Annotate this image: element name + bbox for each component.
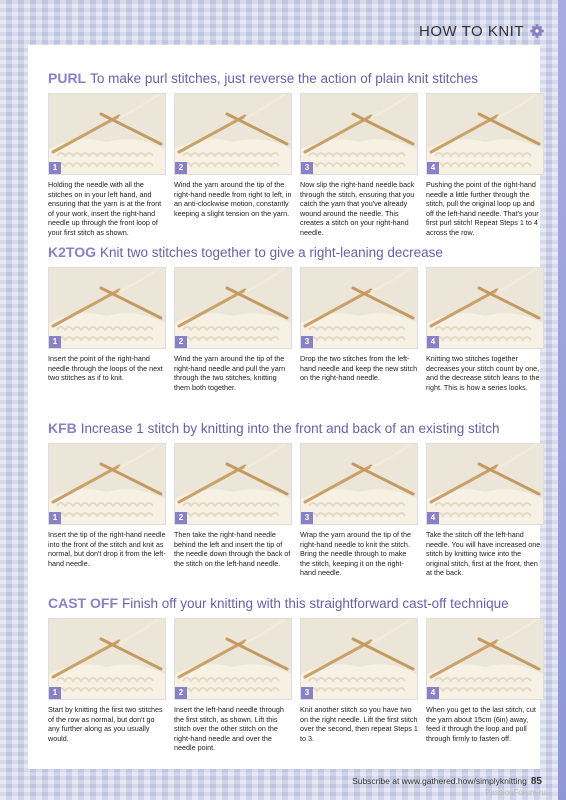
step-number-badge: 2 [175,512,187,524]
step-photo [48,267,166,349]
step-number-badge: 1 [49,336,61,348]
step-caption: Drop the two stitches from the left-hand needle and keep the new stitch on the right-hand needle. [300,354,418,383]
step-photo [426,93,544,175]
knitting-photo-illustration [175,444,291,524]
step [300,443,418,578]
knitting-photo-illustration [175,94,291,174]
step-caption: Wind the yarn around the tip of the right-hand needle from right to left, in an anti-clockwise motion, constantly keeping a slight tension on the yarn. [174,180,292,218]
step-number-badge: 2 [175,162,187,174]
step [48,618,166,753]
section-keyword: KFB [48,420,77,436]
knitting-photo-illustration [301,444,417,524]
step-photo [300,93,418,175]
knitting-photo-illustration [49,268,165,348]
knitting-photo-illustration [49,444,165,524]
knitting-photo-illustration [175,268,291,348]
page-footer [352,776,542,787]
step-photo [48,93,166,175]
step [174,93,292,238]
step-photo [174,267,292,349]
step-caption: Take the stitch off the left-hand needle. You will have increased one stitch by knitting twice into the original stitch, first at the front, then at the back. [426,530,541,578]
step [426,267,544,392]
step-number-badge: 1 [49,162,61,174]
step [174,267,292,392]
technique-section [48,70,539,238]
step-photo [174,443,292,525]
step-number-badge: 4 [427,687,439,699]
step-photo [48,618,166,700]
content-panel [28,45,540,769]
step-photo [300,618,418,700]
step [300,93,418,238]
watermark: PassionForum.ru [485,788,546,797]
step [48,93,166,238]
step-caption: Wrap the yarn around the tip of the right-hand needle to knit the stitch. Bring the needle through to make the stitch, keeping it on the right-hand needle. [300,530,411,578]
step [174,443,292,578]
header-title: HOW TO KNIT [419,22,524,40]
step-number-badge: 4 [427,336,439,348]
technique-section [48,420,541,578]
knitting-photo-illustration [175,619,291,699]
technique-section [48,244,540,392]
technique-section [48,595,536,753]
steps-row [48,93,539,238]
knitting-photo-illustration [427,94,543,174]
step-photo [174,93,292,175]
section-keyword: K2TOG [48,244,96,260]
step-number-badge: 3 [301,162,313,174]
knitting-photo-illustration [427,444,543,524]
section-title [48,420,528,437]
section-keyword: CAST OFF [48,595,118,611]
section-title [48,244,528,261]
step-caption: Knitting two stitches together decreases your stitch count by one, and the decrease stitch leans to the right. This is how a series looks. [426,354,540,392]
step [174,618,292,753]
step-caption: Insert the tip of the right-hand needle into the front of the stitch and knit as normal, but don't drop it from the left-hand needle. [48,530,166,568]
step-caption: Insert the left-hand needle through the first stitch, as shown. Lift this stitch over the other stitch on the right-hand needle and over the needle point. [174,705,284,753]
step-caption: Insert the point of the right-hand needle through the loops of the next two stitches as if to knit. [48,354,163,383]
section-title [48,595,528,612]
knitting-photo-illustration [301,94,417,174]
step-number-badge: 2 [175,336,187,348]
steps-row [48,618,536,753]
step [300,267,418,392]
step [48,443,166,578]
step-number-badge: 4 [427,162,439,174]
knitting-photo-illustration [301,268,417,348]
knitting-photo-illustration [301,619,417,699]
page-edge-strip [558,0,566,800]
page-header [419,20,544,42]
knitting-photo-illustration [427,619,543,699]
step-caption: Knit another stitch so you have two on the right needle. Lift the first stitch over the second, then repeat Steps 1 to 3. [300,705,418,743]
section-description: Knit two stitches together to give a right-leaning decrease [99,245,443,260]
step-caption: Now slip the right-hand needle back through the stitch, ensuring that you catch the yarn that you've already wound around the needle. This creates a stitch on your right-hand needle. [300,180,415,237]
step-number-badge: 3 [301,687,313,699]
step-caption: When you get to the last stitch, cut the yarn about 15cm (6in) away, feed it through the loop and pull through firmly to fasten off. [426,705,536,743]
step-caption: Wind the yarn around the tip of the right-hand needle and pull the yarn through the two stitches, knitting them both together. [174,354,286,392]
flower-icon [530,24,544,38]
step-number-badge: 1 [49,687,61,699]
step [426,443,544,578]
step-photo [426,443,544,525]
step [300,618,418,753]
section-description: To make purl stitches, just reverse the action of plain knit stitches [90,71,479,86]
knitting-photo-illustration [49,94,165,174]
knitting-photo-illustration [427,268,543,348]
step-caption: Then take the right-hand needle behind the left and insert the tip of the needle down through the back of the stitch on the left-hand needle. [174,530,291,568]
step-number-badge: 2 [175,687,187,699]
page-number: 85 [530,776,542,787]
step-number-badge: 1 [49,512,61,524]
step-number-badge: 3 [301,336,313,348]
step-number-badge: 3 [301,512,313,524]
step-caption: Holding the needle with all the stitches on in your left hand, and ensuring that the yarn is at the front of your work, insert the right-hand needle up through the front loop of your first stitch as shown. [48,180,162,237]
steps-row [48,443,541,578]
section-title [48,70,528,87]
step-photo [300,443,418,525]
step-caption: Start by knitting the first two stitches of the row as normal, but don't go any further along as you usually would. [48,705,163,743]
step-number-badge: 4 [427,512,439,524]
step-photo [426,267,544,349]
section-description: Finish off your knitting with this straightforward cast-off technique [122,596,509,611]
section-keyword: PURL [48,70,87,86]
step-photo [48,443,166,525]
step-photo [300,267,418,349]
step [48,267,166,392]
step-photo [426,618,544,700]
knitting-photo-illustration [49,619,165,699]
step [426,93,544,238]
steps-row [48,267,540,392]
step-caption: Pushing the point of the right-hand needle a little further through the stitch, pull the original loop up and off the left-hand needle. That's your first purl stitch! Repeat Steps 1 to 4 across the row. [426,180,539,237]
step [426,618,544,753]
footer-subscribe-text: Subscribe at www.gathered.how/simplyknitting [352,776,527,786]
step-photo [174,618,292,700]
section-description: Increase 1 stitch by knitting into the front and back of an existing stitch [80,421,500,436]
